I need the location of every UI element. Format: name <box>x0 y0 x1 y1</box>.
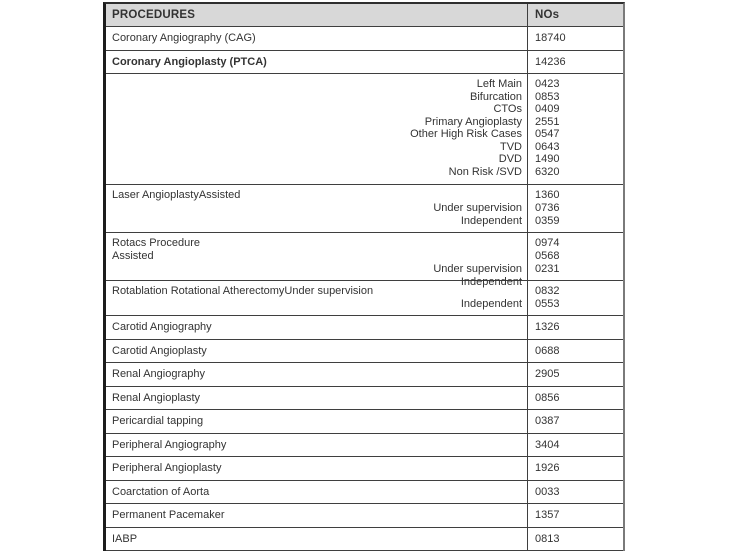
procedure-label: Pericardial tapping <box>112 415 522 427</box>
table-row <box>106 434 623 458</box>
nos-value: 0033 <box>535 486 619 498</box>
procedure-cell <box>106 316 527 339</box>
nos-value: 6320 <box>535 166 619 179</box>
nos-cell <box>527 410 623 433</box>
table-row <box>106 363 623 387</box>
procedure-cell <box>106 185 527 232</box>
nos-value: 0553 <box>535 298 619 311</box>
procedure-subline: Non Risk /SVD <box>112 166 522 179</box>
column-header-nos: NOs <box>527 4 623 26</box>
procedure-subline: Independent <box>112 276 522 289</box>
procedure-label: IABP <box>112 533 522 545</box>
table-row <box>106 410 623 434</box>
nos-value: 14236 <box>535 56 619 68</box>
nos-value: 0974 <box>535 237 619 250</box>
procedure-label: Permanent Pacemaker <box>112 509 522 521</box>
nos-value: 0813 <box>535 533 619 545</box>
nos-value: 3404 <box>535 439 619 451</box>
procedures-table <box>103 2 625 551</box>
nos-value: 1326 <box>535 321 619 333</box>
nos-cell <box>527 528 623 551</box>
nos-value: 1357 <box>535 509 619 521</box>
procedure-cell <box>106 387 527 410</box>
procedure-subline: Assisted <box>112 250 522 263</box>
nos-value: 0643 <box>535 141 619 154</box>
nos-cell <box>527 481 623 504</box>
procedure-cell <box>106 281 527 315</box>
procedure-cell <box>106 504 527 527</box>
column-header-procedures: PROCEDURES <box>106 4 527 26</box>
table-row <box>106 457 623 481</box>
nos-value: 0688 <box>535 345 619 357</box>
procedure-subline: Under supervision <box>112 202 522 215</box>
procedure-label: Coarctation of Aorta <box>112 486 522 498</box>
nos-cell <box>527 363 623 386</box>
nos-value: 0387 <box>535 415 619 427</box>
nos-value: 2905 <box>535 368 619 380</box>
nos-cell <box>527 51 623 74</box>
nos-cell <box>527 457 623 480</box>
procedure-subline: Under supervision <box>112 263 522 276</box>
procedure-cell <box>106 27 527 50</box>
procedure-subline: Other High Risk Cases <box>112 128 522 141</box>
nos-value: 2551 <box>535 116 619 129</box>
nos-cell <box>527 233 623 280</box>
nos-cell <box>527 281 623 315</box>
nos-cell <box>527 340 623 363</box>
procedure-subline: TVD <box>112 141 522 154</box>
procedure-label: Carotid Angioplasty <box>112 345 522 357</box>
table-body <box>106 27 623 551</box>
table-row <box>106 27 623 51</box>
nos-value: 0853 <box>535 91 619 104</box>
nos-value: 0736 <box>535 202 619 215</box>
procedure-subline: Rotacs Procedure <box>112 237 522 250</box>
procedure-cell <box>106 434 527 457</box>
nos-value: 0423 <box>535 78 619 91</box>
procedure-label: Coronary Angioplasty (PTCA) <box>112 56 522 68</box>
procedure-cell <box>106 528 527 551</box>
procedure-cell <box>106 51 527 74</box>
procedure-cell <box>106 233 527 280</box>
table-row <box>106 481 623 505</box>
procedure-subline: Independent <box>112 298 522 311</box>
procedure-label: Renal Angioplasty <box>112 392 522 404</box>
nos-cell <box>527 27 623 50</box>
procedure-label: Peripheral Angiography <box>112 439 522 451</box>
procedure-label: Coronary Angiography (CAG) <box>112 32 522 44</box>
procedure-cell <box>106 481 527 504</box>
nos-value: 18740 <box>535 32 619 44</box>
procedure-cell <box>106 457 527 480</box>
procedure-cell <box>106 363 527 386</box>
procedure-cell <box>106 410 527 433</box>
procedure-subline: Primary Angioplasty <box>112 116 522 129</box>
nos-value: 1360 <box>535 189 619 202</box>
nos-value: 0359 <box>535 215 619 228</box>
nos-value: 1490 <box>535 153 619 166</box>
procedure-cell <box>106 74 527 184</box>
nos-cell <box>527 74 623 184</box>
table-row <box>106 504 623 528</box>
nos-cell <box>527 434 623 457</box>
procedure-subline: Laser AngioplastyAssisted <box>112 189 522 202</box>
table-row <box>106 528 623 551</box>
nos-cell <box>527 316 623 339</box>
table-row <box>106 387 623 411</box>
procedure-label: Renal Angiography <box>112 368 522 380</box>
table-row <box>106 281 623 316</box>
nos-value: 0568 <box>535 250 619 263</box>
nos-value: 0832 <box>535 285 619 298</box>
procedure-cell <box>106 340 527 363</box>
procedure-subline: DVD <box>112 153 522 166</box>
table-row <box>106 51 623 75</box>
nos-value: 1926 <box>535 462 619 474</box>
nos-cell <box>527 387 623 410</box>
table-header-row <box>106 4 623 27</box>
table-row <box>106 233 623 281</box>
table-row <box>106 185 623 233</box>
table-row <box>106 340 623 364</box>
nos-value: 0231 <box>535 263 619 276</box>
procedure-subline: Rotablation Rotational AtherectomyUnder supervision <box>112 285 522 298</box>
procedure-subline: CTOs <box>112 103 522 116</box>
nos-value: 0547 <box>535 128 619 141</box>
procedure-subline: Bifurcation <box>112 91 522 104</box>
nos-cell <box>527 504 623 527</box>
nos-value: 0409 <box>535 103 619 116</box>
procedure-subline: Independent <box>112 215 522 228</box>
nos-cell <box>527 185 623 232</box>
table-row <box>106 316 623 340</box>
procedure-label: Peripheral Angioplasty <box>112 462 522 474</box>
table-row <box>106 74 623 185</box>
nos-value: 0856 <box>535 392 619 404</box>
procedure-subline: Left Main <box>112 78 522 91</box>
procedure-label: Carotid Angiography <box>112 321 522 333</box>
